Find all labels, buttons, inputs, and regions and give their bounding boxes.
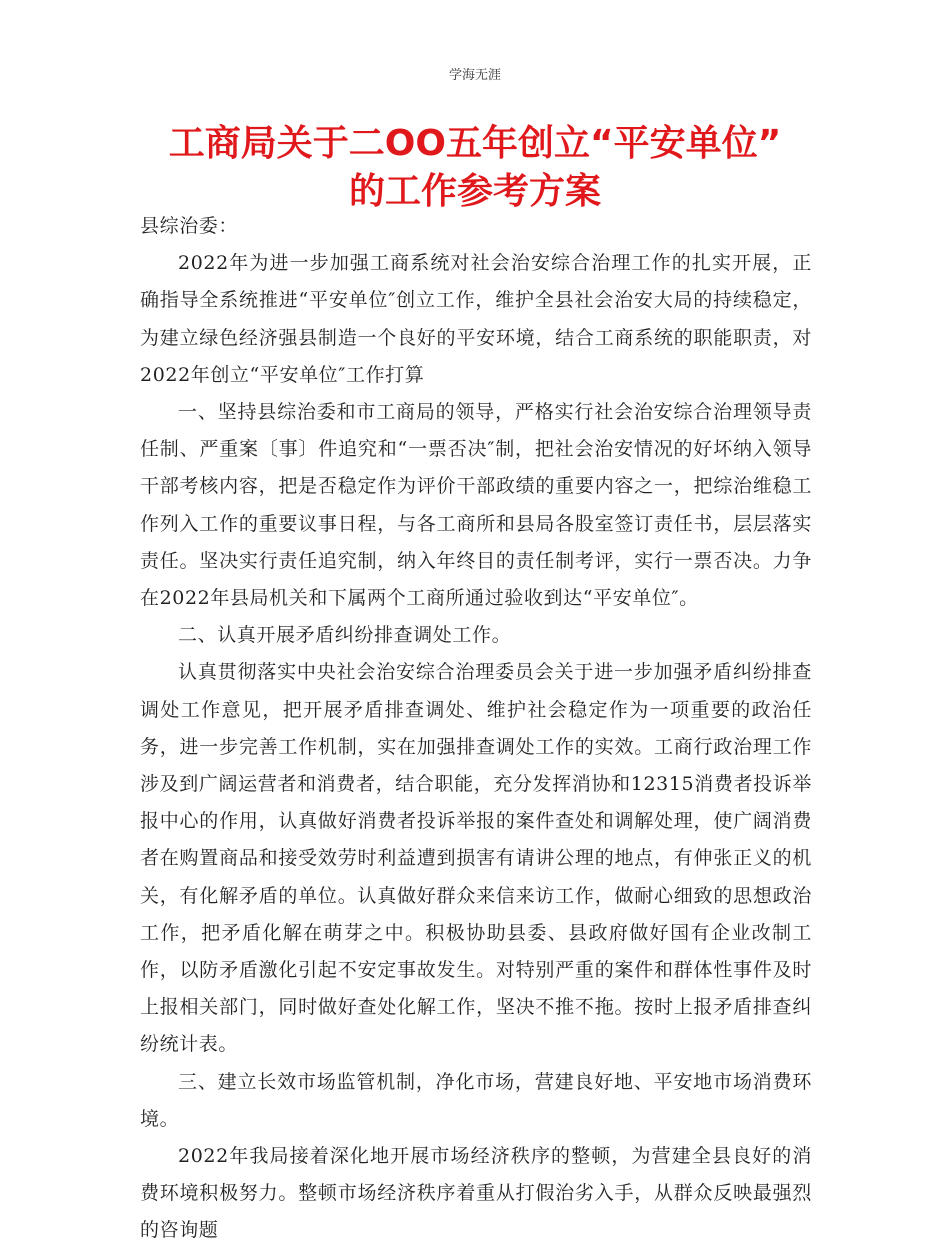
section-heading: 三、建立长效市场监管机制，净化市场，营建良好地、平安地市场消费环境。 [140, 1070, 812, 1130]
paragraph: 2022年我局接着深化地开展市场经济秩序的整顿，为营建全县良好的消费环境积极努力。整顿市场经济秩序着重从打假治劣入手，从群众反映最强烈的咨询题 [140, 1145, 812, 1242]
paragraph: 2022年为进一步加强工商系统对社会治安综合治理工作的扎实开展，正确指导全系统推进“平安单位″创立工作，维护全县社会治安大局的持续稳定，为建立绿色经济强县制造一个良好的平安环境，结合工商系统的职能职责，对2022年创立“平安单位″工作打算 [140, 252, 812, 386]
document-body [140, 208, 812, 1250]
section-heading: 二、认真开展矛盾纠纷排查调处工作。 [178, 624, 512, 647]
paragraph: 一、坚持县综治委和市工商局的领导，严格实行社会治安综合治理领导责任制、严重案〔事〕件追究和“一票否决″制，把社会治安情况的好坏纳入领导干部考核内容，把是否稳定作为评价干部政绩的重要内容之一，把综治维稳工作列入工作的重要议事日程，与各工商所和县局各股室签订责任书，层层落实责任。坚决实行责任追究制，纳入年终目的责任制考评，实行一票否决。力争在2022年县局机关和下属两个工商所通过验收到达“平安单位″。 [140, 401, 812, 610]
paragraph: 认真贯彻落实中央社会治安综合治理委员会关于进一步加强矛盾纠纷排查调处工作意见，把开展矛盾排查调处、维护社会稳定作为一项重要的政治任务，进一步完善工作机制，实在加强排查调处工作的实效。工商行政治理工作涉及到广阔运营者和消费者，结合职能，充分发挥消协和12315消费者投诉举报中心的作用，认真做好消费者投诉举报的案件查处和调解处理，使广阔消费者在购置商品和接受效劳时利益遭到损害有请讲公理的地点，有伸张正义的机关，有化解矛盾的单位。认真做好群众来信来访工作，做耐心细致的思想政治工作，把矛盾化解在萌芽之中。积极协助县委、县政府做好国有企业改制工作，以防矛盾激化引起不安定事故发生。对特别严重的案件和群体性事件及时上报相关部门，同时做好查处化解工作，坚决不推不拖。按时上报矛盾排查纠纷统计表。 [140, 661, 812, 1056]
title-line-1: 工商局关于二OO五年创立“平安单位” [168, 123, 782, 164]
title-line-2: 的工作参考方案 [348, 171, 601, 212]
salutation: 县综治委： [140, 215, 239, 237]
page-header: 学海无涯 [448, 68, 501, 83]
document-title [120, 120, 830, 216]
